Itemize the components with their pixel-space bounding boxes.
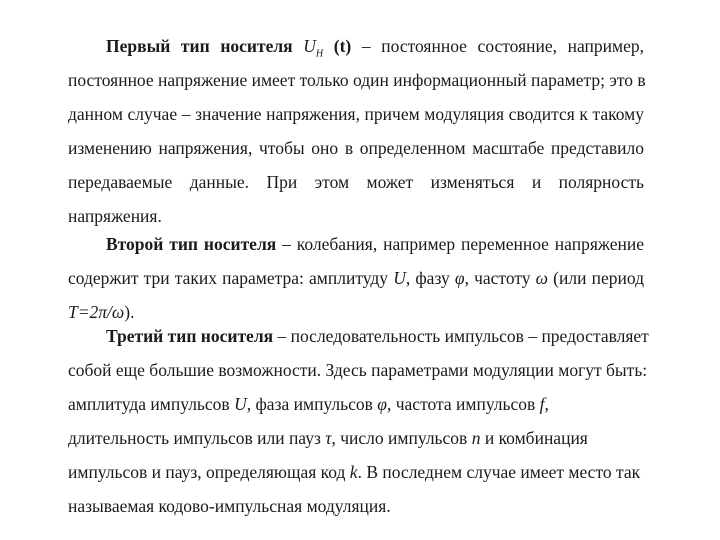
text-span: импульсов и пауз, определяющая код xyxy=(68,462,350,482)
text-span: – постоянное состояние, например, xyxy=(351,36,644,56)
paragraph-first-carrier xyxy=(68,29,644,233)
text-span: – колебания, например переменное напряжение xyxy=(276,234,645,254)
text-span: – последовательность импульсов – предоставляет xyxy=(273,326,649,346)
symbol-u: U xyxy=(234,394,247,414)
text-span: , число импульсов xyxy=(331,428,472,448)
symbol-k: k xyxy=(349,462,358,482)
argument-t: (t) xyxy=(333,36,352,56)
text-line xyxy=(68,455,644,489)
text-line: называемая кодово-импульсная модуляция. xyxy=(68,496,391,516)
text-span: длительность импульсов или пауз xyxy=(68,428,326,448)
symbol-omega: ω xyxy=(535,268,549,288)
symbol-phi: φ xyxy=(454,268,465,288)
text-line: данном случае – значение напряжения, причем модуляция сводится к такому xyxy=(68,104,644,124)
text-line: изменению напряжения, чтобы оно в определенном масштабе представило xyxy=(68,138,644,158)
formula-period: T=2π/ω xyxy=(68,302,125,322)
text-span: (или период xyxy=(548,268,644,288)
text-line: напряжения. xyxy=(68,206,162,226)
symbol-n: n xyxy=(471,428,481,448)
text-line xyxy=(68,387,644,421)
text-span: . В последнем случае имеет место так xyxy=(357,462,641,482)
text-line xyxy=(68,29,644,63)
symbol-u: U xyxy=(303,36,316,56)
text-span: содержит три таких параметра: амплитуду xyxy=(68,268,394,288)
text-line xyxy=(68,227,644,261)
text-line xyxy=(68,319,649,353)
text-line xyxy=(68,421,644,455)
text-line xyxy=(68,261,644,295)
paragraph-second-carrier xyxy=(68,227,644,329)
text-span: , xyxy=(544,394,549,414)
symbol-phi: φ xyxy=(377,394,387,414)
text-line: собой еще большие возможности. Здесь параметрами модуляции могут быть: xyxy=(68,360,648,380)
term-third-carrier: Третий тип носителя xyxy=(106,326,274,346)
text-span: , фазу xyxy=(405,268,455,288)
text-span: , частоту xyxy=(464,268,536,288)
text-span: амплитуда импульсов xyxy=(68,394,235,414)
symbol-f: f xyxy=(539,394,545,414)
text-line: постоянное напряжение имеет только один информационный параметр; это в xyxy=(68,70,646,90)
term-first-carrier: Первый тип носителя xyxy=(106,36,293,56)
text-span: , фаза импульсов xyxy=(246,394,378,414)
text-span: , частота импульсов xyxy=(386,394,540,414)
text-span: и комбинация xyxy=(480,428,588,448)
subscript-n: Н xyxy=(315,48,324,60)
text-line: передаваемые данные. При этом может изменяться и полярность xyxy=(68,172,644,192)
term-second-carrier: Второй тип носителя xyxy=(106,234,277,254)
symbol-u: U xyxy=(393,268,406,288)
text-span: ). xyxy=(124,302,135,322)
paragraph-third-carrier xyxy=(68,319,649,523)
symbol-tau: τ xyxy=(325,428,332,448)
